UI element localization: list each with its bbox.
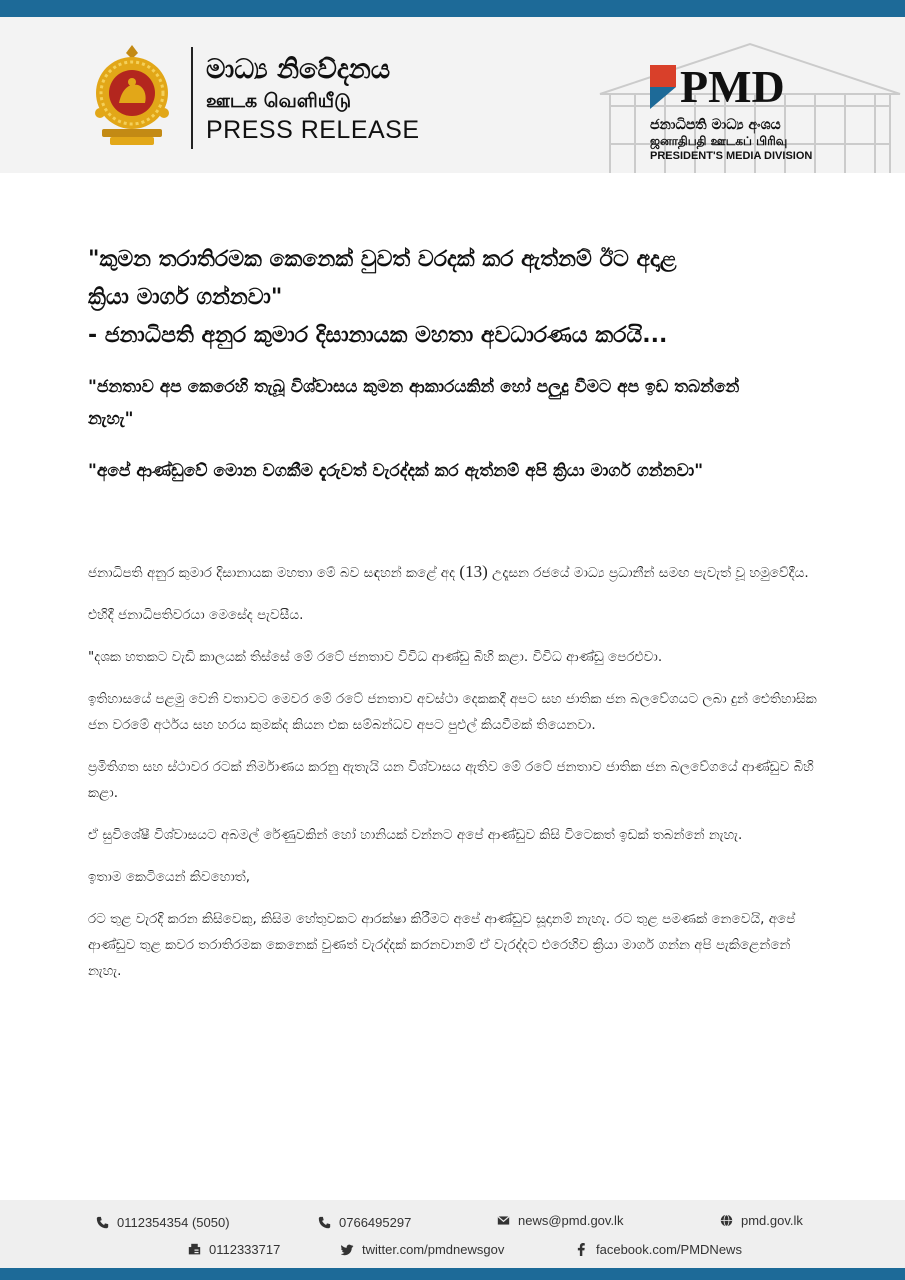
globe-icon — [720, 1214, 733, 1227]
paragraph-8: රට තුළ වැරදි කරන කිසිවෙකු, කිසිම හේතුවකට ආරක්ෂා කිරීමට අපේ ආණ්ඩුව සූදානම් නැහැ. රට තුළ පමණක් නෙවෙයි, අපේ ආණ්ඩුව තුළ කවර තරාතිරමක කෙනෙක් වුණත් වැරද්දක් කරනවානම් ඒ වැරද්දට එරෙහිව ක්‍රියා මාර්ග ගන්න අපි පැකිළෙන්නේ නැහැ. — [88, 911, 796, 979]
letterhead — [0, 17, 905, 173]
paragraph-7: ඉතාම කෙටියෙන් කිවහොත්, — [88, 869, 251, 885]
title-english: PRESS RELEASE — [206, 116, 420, 144]
headline — [88, 241, 788, 355]
fax-icon — [188, 1243, 201, 1256]
footer-email[interactable] — [497, 1213, 623, 1228]
twitter-icon — [341, 1243, 354, 1256]
pmd-name-sinhala: ජනාධිපති මාධ්‍ය අංශය — [650, 117, 781, 133]
paragraph-1 — [88, 559, 818, 586]
fax-number: 0112333717 — [209, 1242, 281, 1257]
header-divider — [191, 47, 193, 149]
sri-lanka-emblem-icon — [92, 43, 172, 151]
pull-quote-2: "අපේ ආණ්ඩුවේ මොන වගකීම දැරුවත් වැරද්දක් කර ඇත්නම් අපි ක්‍රියා මාර්ග ගන්නවා" — [88, 461, 704, 481]
phone-number-2: 0766495297 — [339, 1215, 412, 1230]
phone-number-1: 0112354354 (5050) — [117, 1215, 230, 1230]
pmd-mark-icon — [650, 65, 676, 109]
paragraph-2: එහිදී ජනාධිපතිවරයා මෙසේද පැවසීය. — [88, 607, 304, 623]
footer-website[interactable] — [720, 1213, 803, 1228]
email-icon — [497, 1214, 510, 1227]
bottom-color-bar — [0, 1268, 905, 1280]
headline-line-3: - ජනාධිපති අනුර කුමාර දිසානායක මහතා අවධාරණය කරයි... — [88, 323, 668, 348]
mobile-phone-icon — [318, 1216, 331, 1229]
facebook-page[interactable]: facebook.com/PMDNews — [596, 1242, 742, 1257]
footer-twitter[interactable] — [341, 1242, 504, 1257]
paragraph-1-end: උදෑසන රජයේ මාධ්‍ය ප්‍රධානීන් සමඟ පැවැත් වූ හමුවේදීය. — [487, 565, 809, 581]
paragraph-6: ඒ සුවිශේෂී විශ්වාසයට අබමල් රේණුවකින් හෝ හානියක් වන්නට අපේ ආණ්ඩුව කිසි විටෙකත් ඉඩක් තබන්නේ නැහැ. — [88, 827, 743, 843]
top-color-bar — [0, 0, 905, 17]
paragraph-1-start: ජනාධිපති අනුර කුමාර දිසානායක මහතා මේ බව සඳහන් කළේ අද — [88, 565, 460, 581]
pmd-name-tamil: ஜனாதிபதி ஊடகப் பிரிவு — [650, 134, 788, 148]
article-body — [88, 559, 818, 1000]
headline-line-1: "කුමන තරාතිරමක කෙනෙක් වුවත් වරදක් කර ඇත්නම් ඊට අදාළ — [88, 247, 677, 272]
twitter-handle[interactable]: twitter.com/pmdnewsgov — [362, 1242, 505, 1257]
footer-facebook[interactable] — [575, 1242, 742, 1257]
pmd-logo-block — [650, 61, 850, 163]
website-url[interactable]: pmd.gov.lk — [741, 1213, 803, 1228]
press-release-title — [206, 53, 466, 145]
date-number: (13) — [459, 562, 488, 581]
pmd-logo — [650, 61, 850, 112]
paragraph-4: ඉතිහාසයේ පළමු වෙනි වතාවට මෙවර මේ රටේ ජනතාව අවස්ථා දෙකකදී අපට සහ ජාතික ජන බලවේගයට ලබා දුන් ඓතිහාසික ජන වරමේ අර්ථය සහ හරය කුමක්ද කියන එක සම්බන්ධව අපට පුළුල් කියවීමක් තියෙනවා. — [88, 691, 817, 733]
contact-footer — [0, 1200, 905, 1268]
headline-line-2: ක්‍රියා මාර්ග ගන්නවා" — [88, 285, 283, 310]
footer-phone-2 — [318, 1215, 411, 1230]
pmd-wordmark: PMD — [680, 61, 785, 112]
pmd-name-english: PRESIDENT'S MEDIA DIVISION — [650, 150, 813, 162]
title-tamil: ஊடக வெளியீடு — [206, 90, 352, 112]
email-address[interactable]: news@pmd.gov.lk — [518, 1213, 624, 1228]
paragraph-3: "දශක හතකට වැඩි කාලයක් තිස්සේ මේ රටේ ජනතාව විවිධ ආණ්ඩු බිහි කළා. විවිධ ආණ්ඩු පෙරළුවා. — [88, 649, 663, 665]
phone-icon — [96, 1216, 109, 1229]
footer-fax — [188, 1242, 280, 1257]
paragraph-5: ප්‍රමිතිගත සහ ස්ථාවර රටක් නිර්මාණය කරනු ඇතැයි යන විශ්වාසය ඇතිව මේ රටේ ජනතාව ජාතික ජන බලවේගයේ ආණ්ඩුව බිහි කළා. — [88, 759, 814, 801]
pull-quote-1: "ජනතාව අප කෙරෙහි තැබූ විශ්වාසය කුමන ආකාරයකින් හෝ පලුදු වීමට අප ඉඩ තබන්නේ නැහැ" — [88, 377, 740, 429]
facebook-icon — [575, 1243, 588, 1256]
title-sinhala: මාධ්‍ය නිවේදනය — [206, 54, 391, 85]
footer-phone-1 — [96, 1215, 230, 1230]
